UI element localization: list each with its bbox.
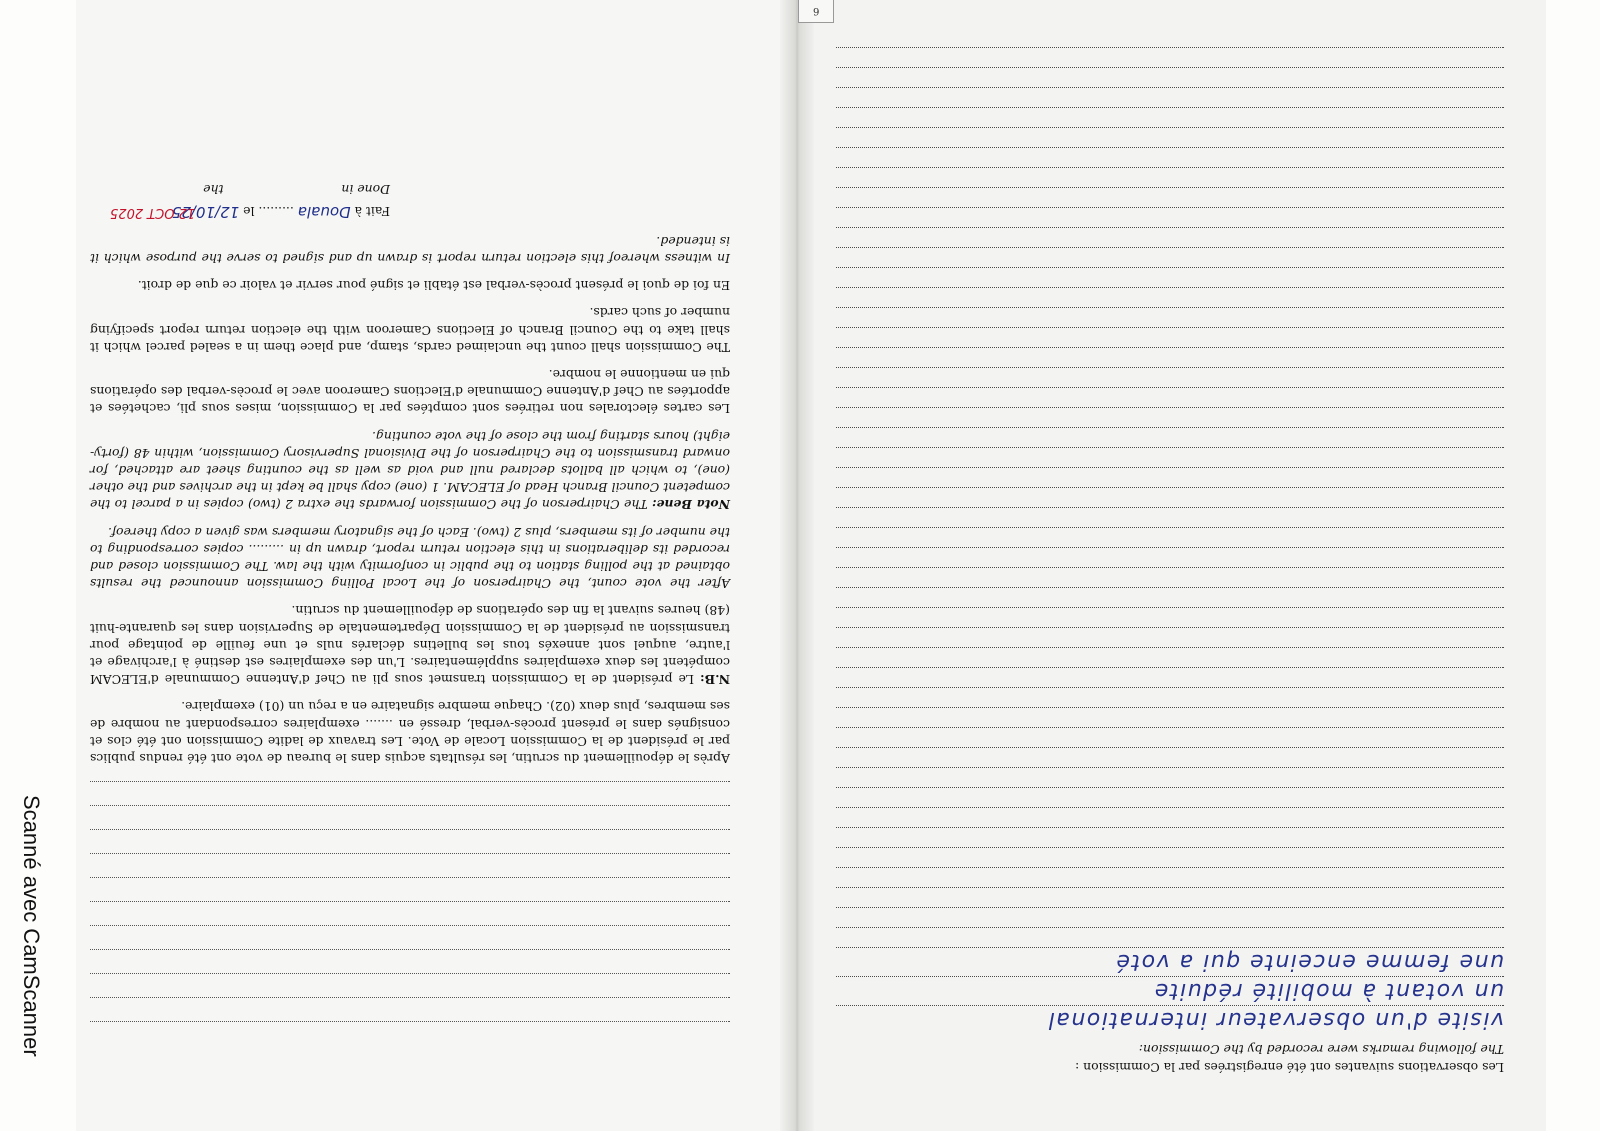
dotted-line bbox=[836, 807, 1504, 827]
dotted-line bbox=[836, 527, 1504, 547]
fait-a-text: Fait à bbox=[354, 203, 390, 219]
dotted-line bbox=[836, 247, 1504, 267]
dotted-line bbox=[836, 907, 1504, 927]
signature-line: Fait à Douala ......... le 12/10/25 Done in the bbox=[171, 181, 390, 221]
dotted-line bbox=[836, 47, 1504, 67]
page-number-box bbox=[798, 0, 834, 23]
paragraph-en-3: The Commission shall count the unclaimed cards, stamp, and place them in a sealed parcel which it shall take to the Council Branch of Elections Cameroon with the election return report specifying number of such cards. bbox=[90, 305, 730, 355]
page-number: 6 bbox=[812, 5, 820, 16]
dotted-line bbox=[836, 307, 1504, 327]
heading-fr: Les observations suivantes ont été enregistrées par la Commission : bbox=[1075, 1060, 1504, 1075]
fait-place-hand: Douala bbox=[297, 202, 351, 221]
left-page-body bbox=[90, 95, 730, 1045]
nb-label: N.B: bbox=[700, 672, 730, 688]
date-hand: 12/10/25 bbox=[171, 202, 240, 221]
dotted-line bbox=[836, 767, 1504, 787]
done-in-text: Done in bbox=[341, 181, 390, 197]
dotted-line bbox=[836, 887, 1504, 907]
note-line-1 bbox=[836, 1005, 1504, 1034]
paragraph-en-2: Nota Bene: The Chairperson of the Commission forwards the extra 2 (two) copies in a parcel to the competent Council Branch Head of ELECAM. 1 (one) copy shall be kept in the archives and the other (one), to which all ballots declared null and void as well as the counting sheet are attached, for onward transmission to the Chairperson of the Divisional Supervisory Commission, within 48 (forty-eight) hours starting from the close of the vote counting. bbox=[89, 428, 730, 513]
dotted-line bbox=[836, 167, 1504, 187]
paragraph-en-4: In witness whereof this election return report is drawn up and signed to serve the purpose which it is intended. bbox=[90, 233, 730, 266]
dotted-line bbox=[836, 787, 1504, 807]
dotted-line bbox=[836, 607, 1504, 627]
dotted-line bbox=[836, 447, 1504, 467]
note-line-3 bbox=[836, 947, 1504, 976]
dotted-line bbox=[836, 927, 1504, 947]
handwritten-note-3: une femme enceinte qui a voté bbox=[1114, 949, 1504, 974]
le-text: le bbox=[243, 203, 255, 219]
red-stamp: 12 OCT 2025 bbox=[110, 204, 196, 220]
dotted-line bbox=[836, 187, 1504, 207]
dotted-line bbox=[836, 747, 1504, 767]
dotted-line bbox=[836, 407, 1504, 427]
paragraph-fr-3: Les cartes électorales non retirées sont comptées par la Commission, mises sous pli, cachetées et apportées au Chef d'Antenne Communale d'Elections Cameroon avec le procès-verbal des opérations qui en mentionne le nombre. bbox=[90, 366, 730, 417]
paragraph-en-1: After the vote count, the Chairperson of the Local Polling Commission announced the results obtained at the polling station to the public in conformity with the law. The Commission closed and recorded its deliberations in this election return report, drawn up in ......... copies corresponding to the number of its members, plus 2 (two). Each of the signatory members was given a copy thereof. bbox=[90, 524, 730, 592]
dotted-line bbox=[836, 367, 1504, 387]
book-gutter bbox=[780, 0, 814, 1131]
dotted-line bbox=[836, 127, 1504, 147]
dotted-line bbox=[836, 147, 1504, 167]
dotted-line bbox=[836, 867, 1504, 887]
dotted-line bbox=[836, 647, 1504, 667]
nota-bene-label: Nota Bene: bbox=[652, 497, 730, 513]
right-dotted-lines bbox=[836, 47, 1504, 947]
dotted-line bbox=[836, 287, 1504, 307]
heading-en: The following remarks were recorded by the Commission: bbox=[1138, 1042, 1504, 1057]
paragraph-fr-2: N.B: Le président de la Commission transmet sous pli au Chef d'Antenne Communale d'ELECAM compétent les deux exemplaires supplémentaires. L'un des exemplaires est destiné à l'archivage et l'autre, auquel sont annexés tous les bulletins déclarés nuls et une feuille de pointage pour transmission au président de la Commission Départementale de Supervision dans les quarante-huit (48) heures suivant la fin des opérations de dépouillement du scrutin. bbox=[90, 603, 730, 688]
dotted-line bbox=[836, 687, 1504, 707]
dotted-line bbox=[836, 667, 1504, 687]
dotted-line bbox=[836, 707, 1504, 727]
camscanner-watermark: Scanné avec CamScanner bbox=[19, 795, 44, 1057]
dotted-line bbox=[836, 87, 1504, 107]
dotted-line bbox=[836, 327, 1504, 347]
dotted-line bbox=[836, 427, 1504, 447]
dotted-line bbox=[836, 507, 1504, 527]
dotted-line bbox=[836, 547, 1504, 567]
handwritten-note-2: un votant à mobilité réduite bbox=[1153, 978, 1504, 1003]
left-dotted-lines-top bbox=[90, 781, 730, 1045]
dotted-line bbox=[836, 727, 1504, 747]
right-page-body bbox=[836, 26, 1504, 1076]
dotted-line bbox=[836, 587, 1504, 607]
dotted-line bbox=[836, 567, 1504, 587]
dotted-line bbox=[836, 67, 1504, 87]
dotted-line bbox=[836, 467, 1504, 487]
the-text: the bbox=[203, 181, 224, 197]
dotted-line bbox=[836, 847, 1504, 867]
paragraph-fr-4: En foi de quoi le présent procès-verbal est établi et signé pour servir et valoir ce que de droit. bbox=[137, 278, 730, 294]
dotted-line bbox=[836, 827, 1504, 847]
dotted-line bbox=[836, 627, 1504, 647]
dotted-line bbox=[836, 207, 1504, 227]
dotted-line bbox=[836, 267, 1504, 287]
dotted-line bbox=[836, 387, 1504, 407]
paragraph-fr-1: Après le dépouillement du scrutin, les résultats acquis dans le bureau de vote ont été rendus publics par le président de la Commission Locale de Vote. Les travaux de ladite Commission ont été clos et consignés dans le présent procès-verbal, dressé en ....... exemplaires correspondant au nombre de ses membres, plus deux (02). Chaque membre signataire en a reçu un (01) exemplaire. bbox=[90, 699, 730, 766]
dotted-line bbox=[836, 107, 1504, 127]
dotted-line bbox=[836, 347, 1504, 367]
note-line-2 bbox=[836, 976, 1504, 1005]
dotted-line bbox=[836, 487, 1504, 507]
handwritten-note-1: visite d'un observateur international bbox=[1047, 1007, 1504, 1032]
dotted-line bbox=[836, 227, 1504, 247]
